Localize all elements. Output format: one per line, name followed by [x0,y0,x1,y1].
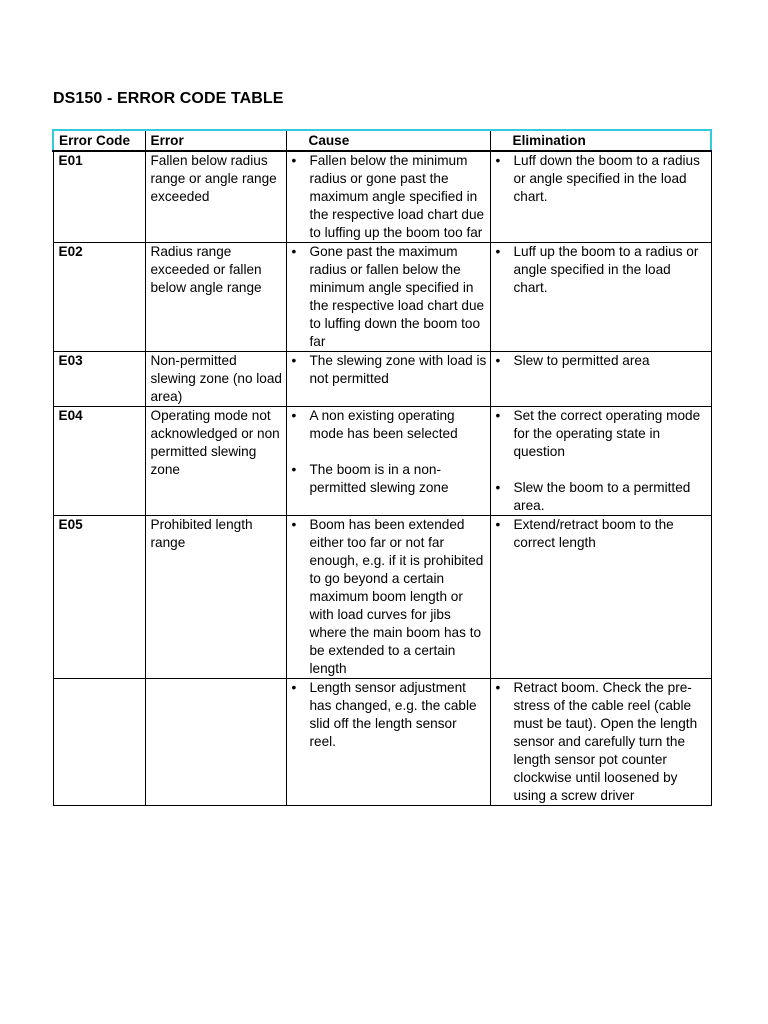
cause-cell [286,516,490,679]
elimination-item [496,243,708,297]
header-error: Error [145,130,286,151]
cause-item [292,352,487,388]
table-row [53,679,711,806]
table-header-row [53,130,711,151]
error-description-cell [145,679,286,806]
elimination-text: Extend/retract boom to the correct length [513,517,674,550]
bullet-icon: • [291,244,297,259]
bullet-icon: • [495,353,501,368]
cause-item [292,152,487,242]
bullet-icon: • [291,462,297,477]
elimination-cell [490,679,711,806]
bullet-icon: • [495,153,501,168]
error-code-table [52,129,712,806]
elimination-list [496,352,708,370]
elimination-cell [490,151,711,243]
error-description-cell: Prohibited length range [145,516,286,679]
table-row [53,407,711,516]
bullet-icon: • [495,244,501,259]
bullet-icon: • [291,680,297,695]
cause-cell [286,352,490,407]
cause-text: Fallen below the minimum radius or gone past the maximum angle specified in the respective load chart due to luffing up the boom too far [309,153,485,240]
bullet-icon: • [291,153,297,168]
bullet-icon: • [291,408,297,423]
elimination-item [496,516,708,552]
cause-list [292,679,487,751]
cause-text: The slewing zone with load is not permitted [309,353,487,386]
error-code-cell: E02 [53,243,145,352]
cause-text: The boom is in a non-permitted slewing zone [309,462,449,495]
table-row [53,243,711,352]
cause-item [292,679,487,751]
error-description-cell: Operating mode not acknowledged or non permitted slewing zone [145,407,286,516]
elimination-text: Slew to permitted area [513,353,650,368]
elimination-item [496,679,708,805]
bullet-icon: • [291,517,297,532]
cause-text: Boom has been extended either too far or not far enough, e.g. if it is prohibited to go beyond a certain maximum boom length or with load curves for jibs where the main boom has to be extended to a certain length [309,517,484,676]
cause-cell [286,679,490,806]
cause-list [292,243,487,351]
elimination-list [496,516,708,552]
elimination-item [496,479,708,515]
header-error-code: Error Code [53,130,145,151]
elimination-cell [490,407,711,516]
elimination-item [496,152,708,206]
table-body [53,151,711,806]
bullet-icon: • [291,353,297,368]
elimination-list [496,407,708,515]
cause-item [292,407,487,443]
bullet-icon: • [495,680,501,695]
error-code-cell: E04 [53,407,145,516]
cause-list [292,516,487,678]
elimination-item [496,352,708,370]
elimination-text: Slew the boom to a permitted area. [513,480,691,513]
bullet-icon: • [495,517,501,532]
header-cause: Cause [286,130,490,151]
cause-item [292,516,487,678]
page-title: DS150 - ERROR CODE TABLE [53,90,284,107]
error-code-cell: E01 [53,151,145,243]
table-row [53,352,711,407]
error-code-cell: E05 [53,516,145,679]
cause-text: A non existing operating mode has been selected [309,408,458,441]
elimination-text: Luff up the boom to a radius or angle specified in the load chart. [513,244,699,295]
cause-item [292,461,487,497]
bullet-icon: • [495,408,501,423]
error-description-cell: Non-permitted slewing zone (no load area) [145,352,286,407]
elimination-cell [490,243,711,352]
elimination-text: Luff down the boom to a radius or angle specified in the load chart. [513,153,700,204]
cause-cell [286,243,490,352]
elimination-list [496,243,708,297]
error-code-cell: E03 [53,352,145,407]
cause-text: Length sensor adjustment has changed, e.g. the cable slid off the length sensor reel. [309,680,477,749]
error-description-cell: Radius range exceeded or fallen below angle range [145,243,286,352]
table-row [53,151,711,243]
cause-cell [286,407,490,516]
error-description-cell: Fallen below radius range or angle range exceeded [145,151,286,243]
cause-list [292,407,487,497]
elimination-cell [490,352,711,407]
cause-text: Gone past the maximum radius or fallen below the minimum angle specified in the respective load chart due to luffing down the boom too far [309,244,485,349]
cause-list [292,152,487,242]
elimination-text: Retract boom. Check the pre-stress of the cable reel (cable must be taut). Open the length sensor and carefully turn the length sensor pot counter clockwise until loosened by using a screw driver [513,680,698,803]
error-code-cell [53,679,145,806]
table-row [53,516,711,679]
elimination-item [496,407,708,461]
elimination-text: Set the correct operating mode for the operating state in question [513,408,701,459]
cause-cell [286,151,490,243]
header-elimination: Elimination [490,130,711,151]
elimination-cell [490,516,711,679]
cause-item [292,243,487,351]
elimination-list [496,152,708,206]
cause-list [292,352,487,388]
bullet-icon: • [495,480,501,495]
elimination-list [496,679,708,805]
